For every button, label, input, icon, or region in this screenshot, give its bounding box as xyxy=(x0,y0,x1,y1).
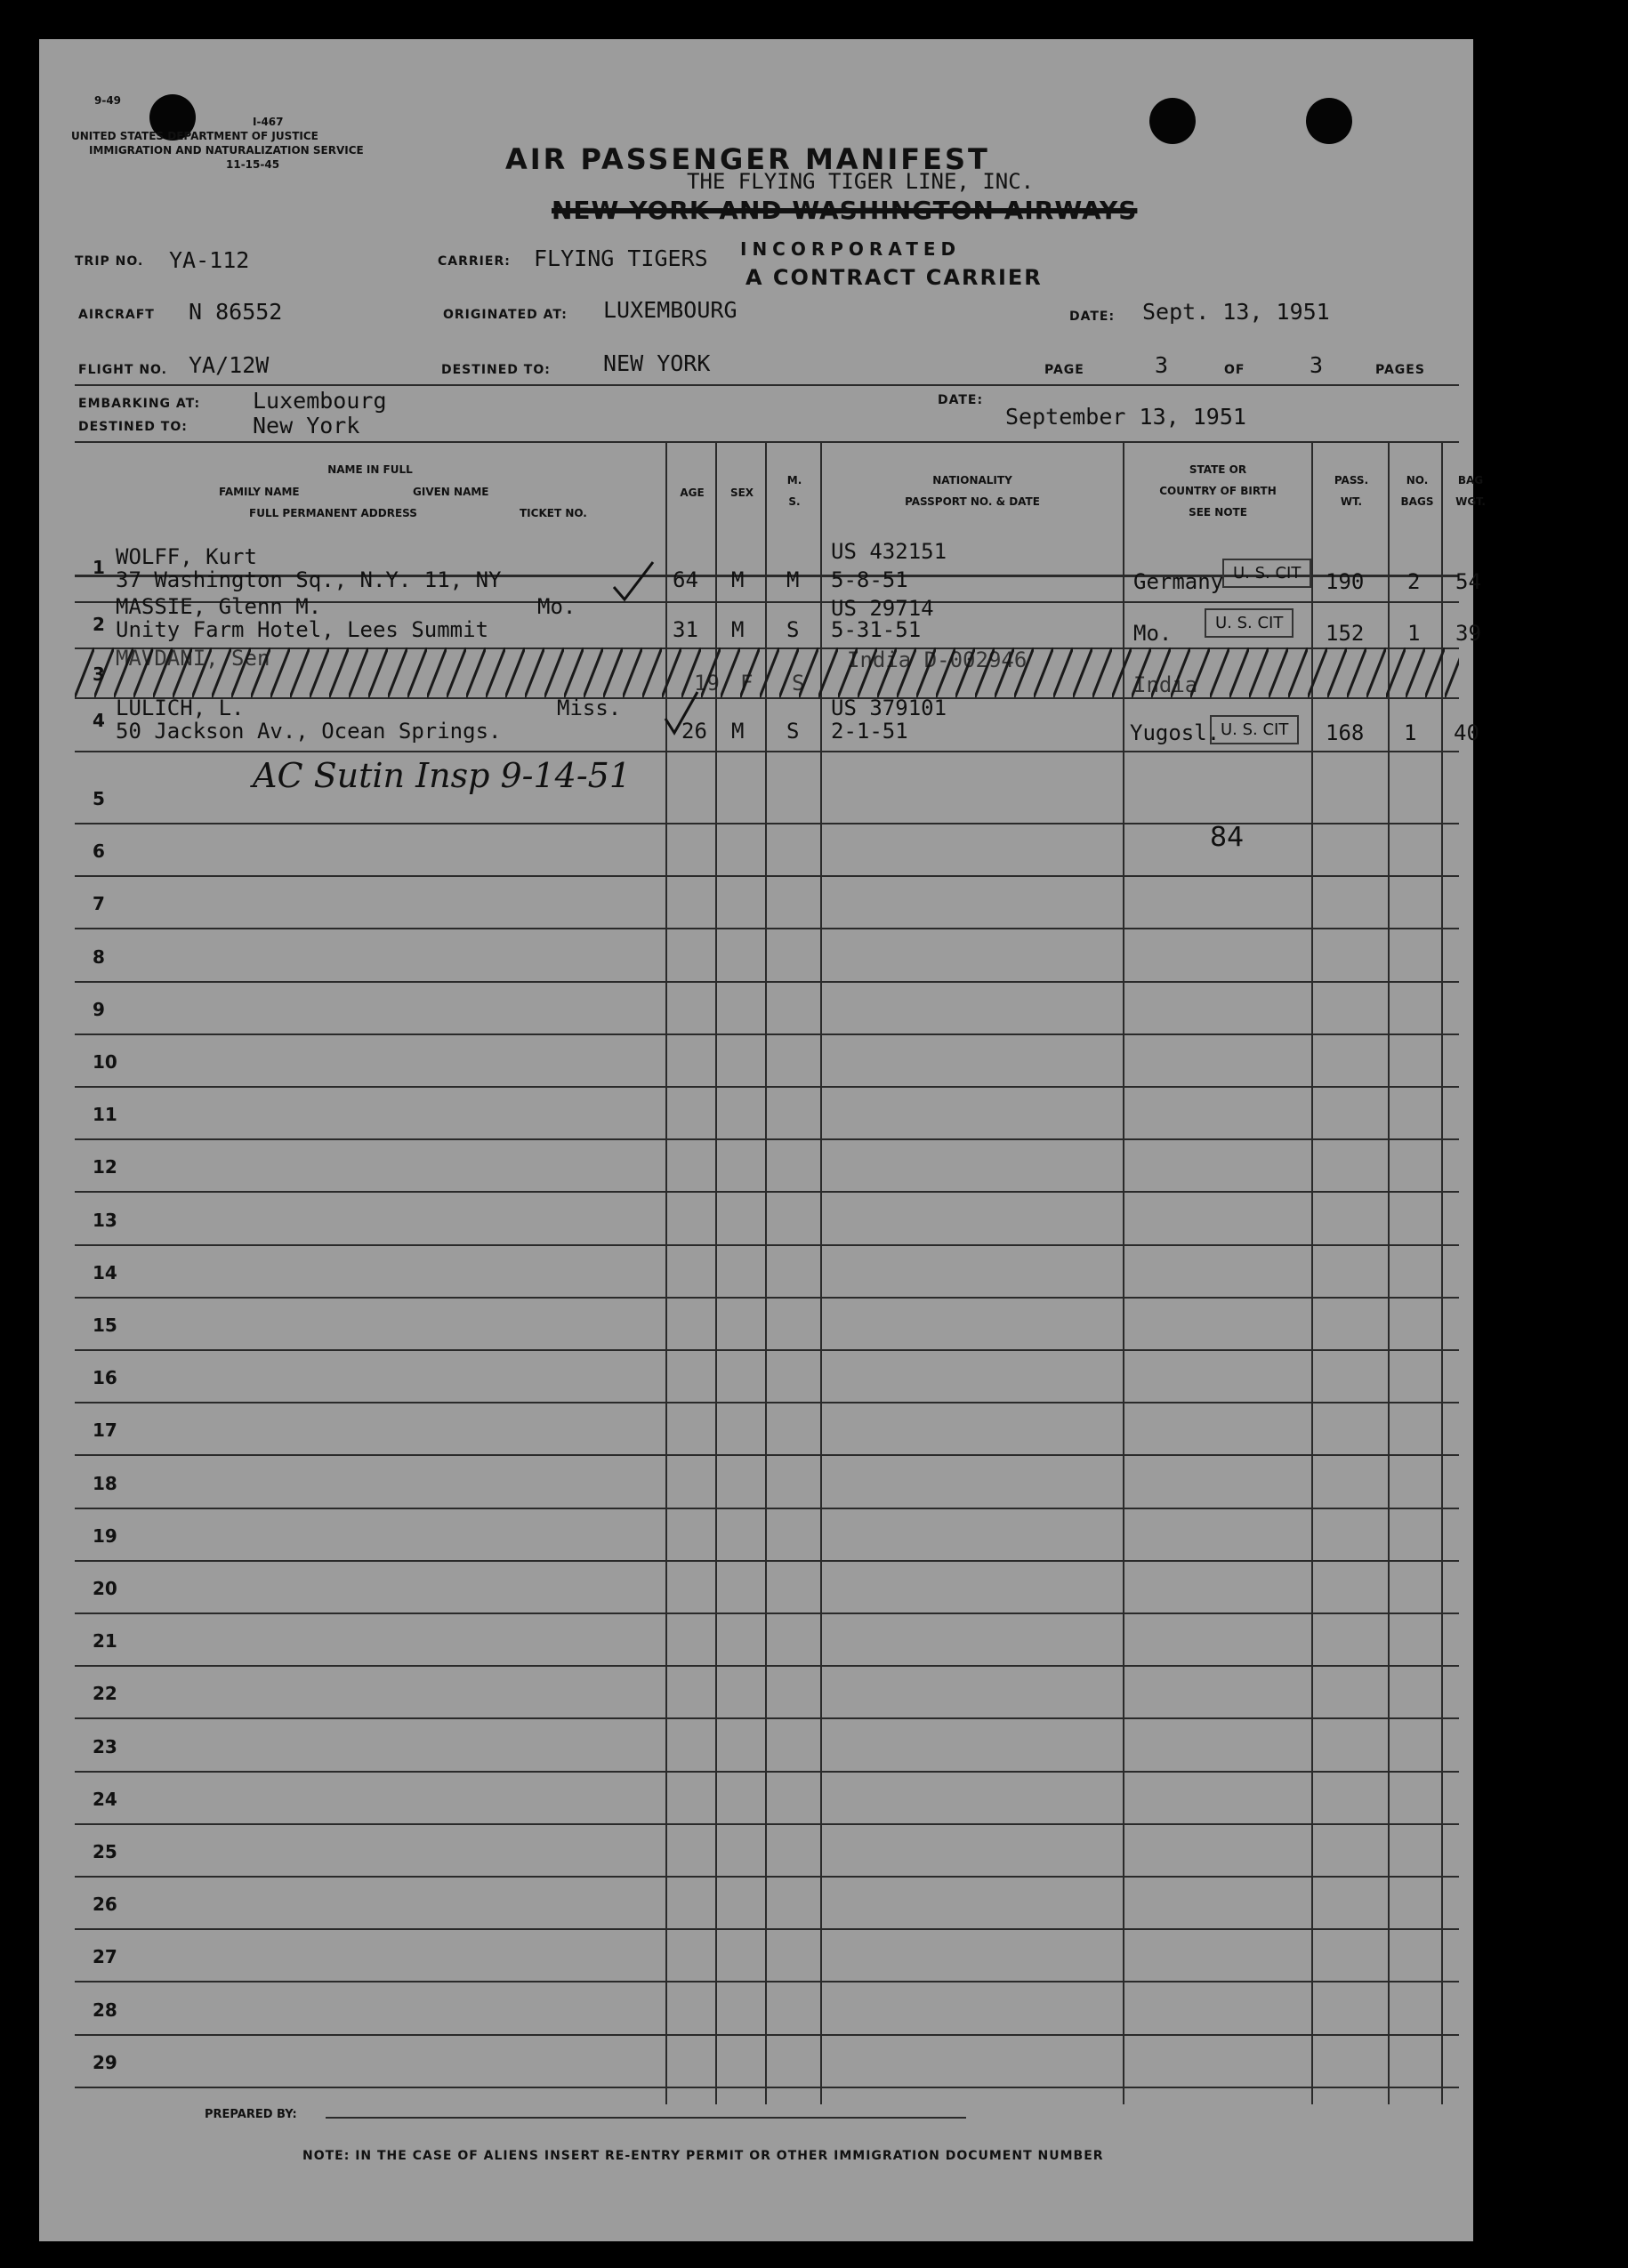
row-number: 8 xyxy=(93,946,105,968)
carrier-label: CARRIER: xyxy=(438,254,511,269)
passenger-name: MASSIE, Glenn M. xyxy=(116,594,322,619)
row-number: 12 xyxy=(93,1156,117,1178)
date2-value: September 13, 1951 xyxy=(1005,404,1246,430)
passport-number: US 29714 xyxy=(831,596,934,621)
passenger-weight: 168 xyxy=(1326,720,1365,745)
department-line: UNITED STATES DEPARTMENT OF JUSTICE xyxy=(71,130,318,142)
row-line xyxy=(75,1138,1459,1140)
passenger-weight: 190 xyxy=(1326,569,1365,594)
row-line xyxy=(75,1297,1459,1299)
passenger-age: 31 xyxy=(673,617,698,642)
service-line: IMMIGRATION AND NATURALIZATION SERVICE xyxy=(89,144,364,157)
of-label: OF xyxy=(1224,363,1245,377)
passport-date: 5-31-51 xyxy=(831,617,922,642)
page-label: PAGE xyxy=(1044,363,1084,377)
header-nationality xyxy=(822,470,1123,512)
page-mark: 84 xyxy=(1210,822,1245,853)
trip-value: YA-112 xyxy=(169,247,250,273)
row-number: 15 xyxy=(93,1315,117,1336)
passenger-age: 26 xyxy=(681,719,707,744)
row-number: 26 xyxy=(93,1894,117,1915)
row-number: 4 xyxy=(93,710,105,731)
header-given-name: GIVEN NAME xyxy=(413,486,489,498)
bag-weight: 54 xyxy=(1455,569,1481,594)
inspector-signature: AC Sutin Insp 9-14-51 xyxy=(253,756,632,795)
prepared-by-label: PREPARED BY: xyxy=(205,2108,297,2121)
destined2-label: DESTINED TO: xyxy=(78,420,188,434)
check-mark xyxy=(662,688,706,742)
row-line xyxy=(75,1665,1459,1667)
row-line xyxy=(75,1033,1459,1035)
row-line xyxy=(75,928,1459,929)
row-number: 7 xyxy=(93,893,105,914)
prepared-by-line xyxy=(326,2117,966,2119)
manifest-sheet xyxy=(39,39,1486,2241)
passenger-sex: M xyxy=(731,719,745,744)
row-number: 27 xyxy=(93,1946,117,1967)
row-line xyxy=(75,1454,1459,1456)
row-number: 18 xyxy=(93,1473,117,1494)
passport-date: 2-1-51 xyxy=(831,719,908,744)
header-name-in-full: NAME IN FULL xyxy=(327,463,413,476)
header-birth-1: STATE OR xyxy=(1189,463,1247,476)
header-birth xyxy=(1124,459,1311,523)
header-bags-2: BAGS xyxy=(1400,495,1434,508)
embarking-value: Luxembourg xyxy=(253,388,387,414)
row-number: 16 xyxy=(93,1367,117,1388)
row-line xyxy=(75,981,1459,983)
header-pass-1: PASS. xyxy=(1334,474,1369,487)
hatched-row xyxy=(75,647,1459,697)
header-pass-2: WT. xyxy=(1340,495,1363,508)
header-bag-2: WGT. xyxy=(1455,495,1486,508)
passenger-weight: 152 xyxy=(1326,621,1365,646)
header-sex: SEX xyxy=(729,487,754,499)
destined-value: NEW YORK xyxy=(603,350,711,376)
aircraft-value: N 86552 xyxy=(189,299,283,325)
bag-count: 1 xyxy=(1404,720,1417,745)
bag-weight: 39 xyxy=(1455,621,1481,646)
passenger-address: 50 Jackson Av., Ocean Springs. xyxy=(116,719,502,744)
passenger-name: WOLFF, Kurt xyxy=(116,544,257,569)
flight-value: YA/12W xyxy=(189,352,270,378)
header-birth-3: SEE NOTE xyxy=(1189,506,1247,519)
header-pass-wt xyxy=(1313,470,1390,512)
date-label: DATE: xyxy=(1069,310,1116,324)
row-number: 1 xyxy=(93,557,105,578)
form-date: 11-15-45 xyxy=(226,158,280,171)
passenger-address: 37 Washington Sq., N.Y. 11, NY xyxy=(116,567,502,592)
punch-hole xyxy=(1306,98,1352,144)
row-line xyxy=(75,1981,1459,1982)
row-number: 13 xyxy=(93,1210,117,1231)
header-ticket: TICKET NO. xyxy=(520,507,587,519)
divider xyxy=(75,441,1459,443)
birth-place: Yugosl. xyxy=(1130,720,1221,745)
birth-place: Mo. xyxy=(1133,621,1173,646)
row-number: 5 xyxy=(93,788,105,809)
bag-weight: 40 xyxy=(1454,720,1479,745)
row-number: 10 xyxy=(93,1051,117,1073)
page-value: 3 xyxy=(1155,352,1169,378)
punch-hole xyxy=(1149,98,1196,144)
form-number: 9-49 xyxy=(94,94,122,107)
row-number: 17 xyxy=(93,1420,117,1441)
passenger-address: Unity Farm Hotel, Lees Summit xyxy=(116,617,489,642)
row-line xyxy=(75,1191,1459,1193)
header-bags xyxy=(1390,470,1445,512)
row-line xyxy=(75,2034,1459,2036)
header-ms-2: S. xyxy=(788,495,801,508)
row-line xyxy=(75,1508,1459,1509)
passenger-name: MAVDANI, Sen xyxy=(116,646,270,671)
passenger-ms: S xyxy=(792,671,805,696)
form-code: I-467 xyxy=(253,116,284,128)
passport-number: US 379101 xyxy=(831,696,947,720)
incorporated-text: INCORPORATED xyxy=(740,238,962,260)
header-bags-1: NO. xyxy=(1406,474,1429,487)
header-ms-1: M. xyxy=(786,474,802,487)
passport-number: US 432151 xyxy=(831,539,947,564)
row-number: 23 xyxy=(93,1736,117,1757)
header-address: FULL PERMANENT ADDRESS xyxy=(249,507,417,519)
row-line xyxy=(75,1402,1459,1403)
row-line xyxy=(75,751,1459,752)
header-ms xyxy=(767,470,822,512)
row-number: 3 xyxy=(93,664,105,685)
aircraft-label: AIRCRAFT xyxy=(78,308,155,322)
row-number: 29 xyxy=(93,2052,117,2073)
check-mark xyxy=(608,560,680,605)
passenger-title: Miss. xyxy=(557,696,622,720)
header-name xyxy=(75,459,665,480)
divider xyxy=(75,384,1459,386)
passenger-age: 64 xyxy=(673,567,698,592)
flight-label: FLIGHT NO. xyxy=(78,363,167,377)
page-title: AIR PASSENGER MANIFEST xyxy=(505,142,990,176)
row-number: 6 xyxy=(93,840,105,862)
row-line xyxy=(75,697,1459,699)
date-value: Sept. 13, 1951 xyxy=(1142,299,1330,325)
citizen-stamp: U. S. CIT xyxy=(1222,559,1311,588)
row-line xyxy=(75,1717,1459,1719)
passenger-age: 19 xyxy=(694,671,720,696)
row-number: 11 xyxy=(93,1104,117,1125)
footer-note: NOTE: IN THE CASE OF ALIENS INSERT RE-ENTRY PERMIT OR OTHER IMMIGRATION DOCUMENT NUMBER xyxy=(302,2149,1104,2163)
passenger-ms: M xyxy=(786,567,800,592)
header-nationality-2: PASSPORT NO. & DATE xyxy=(905,495,1040,508)
struck-carrier-line: NEW YORK AND WASHINGTON AIRWAYS xyxy=(552,196,1138,225)
bag-count: 1 xyxy=(1407,621,1421,646)
header-bag-1: BAG xyxy=(1457,474,1484,487)
row-number: 2 xyxy=(93,614,105,635)
pages-label: PAGES xyxy=(1375,363,1425,377)
header-family-name: FAMILY NAME xyxy=(219,486,300,498)
header-bag-wgt xyxy=(1443,470,1498,512)
destined-label: DESTINED TO: xyxy=(441,363,551,377)
row-number: 9 xyxy=(93,999,105,1020)
passenger-ms: S xyxy=(786,719,800,744)
header-nationality-1: NATIONALITY xyxy=(932,474,1012,487)
passenger-state: Mo. xyxy=(537,594,576,619)
row-line xyxy=(75,875,1459,877)
birth-place: India xyxy=(1133,672,1198,697)
row-line xyxy=(75,1244,1459,1246)
header-age: AGE xyxy=(680,487,705,499)
passenger-name: LULICH, L. xyxy=(116,696,245,720)
row-line xyxy=(75,1560,1459,1562)
embarking-label: EMBARKING AT: xyxy=(78,397,201,411)
row-number: 28 xyxy=(93,1999,117,2021)
originated-value: LUXEMBOURG xyxy=(603,297,737,323)
row-number: 20 xyxy=(93,1578,117,1599)
passport-number: India D-002946 xyxy=(847,647,1028,672)
row-number: 22 xyxy=(93,1683,117,1704)
contract-carrier: A CONTRACT CARRIER xyxy=(745,265,1043,290)
row-number: 24 xyxy=(93,1789,117,1810)
row-line xyxy=(75,2087,1459,2088)
date2-label: DATE: xyxy=(938,393,984,407)
passenger-ms: S xyxy=(786,617,800,642)
row-line xyxy=(75,1613,1459,1614)
row-line xyxy=(75,1349,1459,1351)
citizen-stamp: U. S. CIT xyxy=(1205,608,1294,638)
row-line xyxy=(75,1086,1459,1088)
row-number: 19 xyxy=(93,1525,117,1547)
row-line xyxy=(75,1928,1459,1930)
row-line xyxy=(75,1771,1459,1773)
row-line xyxy=(75,1823,1459,1825)
trip-label: TRIP NO. xyxy=(75,254,144,269)
passenger-sex: M xyxy=(731,617,745,642)
originated-label: ORIGINATED AT: xyxy=(443,308,568,322)
passenger-sex: F xyxy=(740,671,754,696)
bag-count: 2 xyxy=(1407,569,1421,594)
citizen-stamp: U. S. CIT xyxy=(1210,715,1299,744)
passenger-sex: M xyxy=(731,567,745,592)
row-line xyxy=(75,1876,1459,1878)
header-birth-2: COUNTRY OF BIRTH xyxy=(1159,485,1277,497)
carrier-value: FLYING TIGERS xyxy=(534,245,708,271)
carrier-typed-line: THE FLYING TIGER LINE, INC. xyxy=(687,169,1035,194)
row-line xyxy=(75,823,1459,824)
row-number: 21 xyxy=(93,1630,117,1652)
destined2-value: New York xyxy=(253,413,360,438)
row-number: 25 xyxy=(93,1841,117,1862)
passport-date: 5-8-51 xyxy=(831,567,908,592)
row-number: 14 xyxy=(93,1262,117,1283)
birth-place: Germany xyxy=(1133,569,1224,594)
of-value: 3 xyxy=(1310,352,1324,378)
